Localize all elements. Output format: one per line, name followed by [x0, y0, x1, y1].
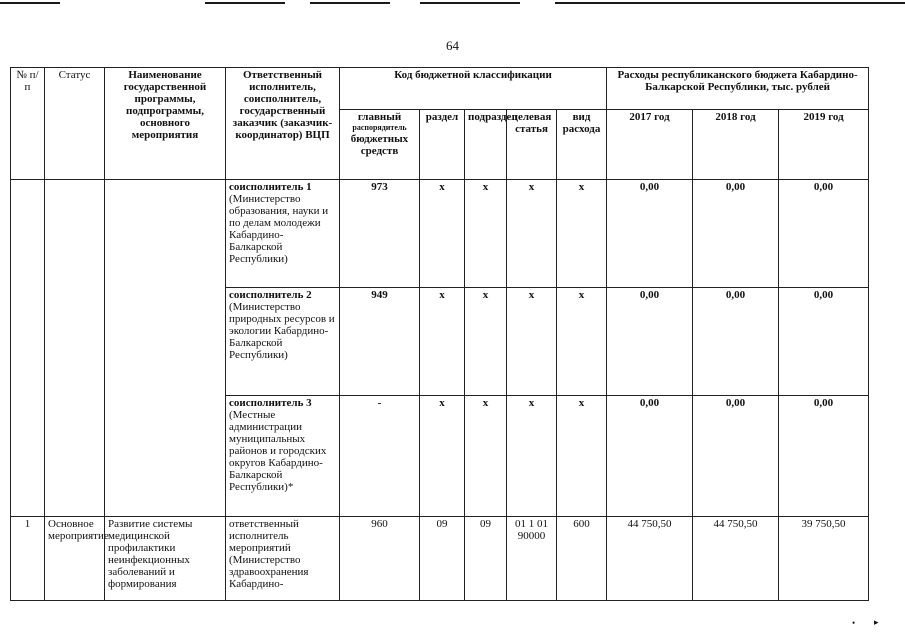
expense-2018-cell: 44 750,50	[693, 517, 779, 601]
kbk-section-cell: х	[420, 396, 465, 517]
header-kbk-type: вид расхода	[557, 110, 607, 180]
scan-arrow-mark: ▸	[874, 617, 879, 627]
responsible-text: (Министерство природных ресурсов и экологии Кабардино-Балкарской Республики)	[229, 301, 335, 361]
header-kbk-section: раздел	[420, 110, 465, 180]
expense-2017-cell: 0,00	[607, 288, 693, 396]
header-num: № п/п	[11, 68, 45, 180]
num-cell-empty	[11, 180, 45, 517]
kbk-main-cell: 949	[340, 288, 420, 396]
budget-table	[10, 67, 869, 601]
kbk-section-cell: х	[420, 180, 465, 288]
top-rule	[205, 2, 285, 4]
kbk-section-cell: 09	[420, 517, 465, 601]
kbk-target-cell: х	[507, 288, 557, 396]
page-number: 64	[446, 38, 459, 53]
kbk-type-cell: х	[557, 396, 607, 517]
responsible-cell	[226, 396, 340, 517]
name-cell: Развитие системы медицинской профилактики неинфекционных заболеваний и формирования	[105, 517, 226, 601]
expense-2017-cell: 0,00	[607, 180, 693, 288]
header-responsible: Ответственный исполнитель, соисполнитель, государственный заказчик (заказчик-координатор) ВЦП	[226, 68, 340, 180]
header-year-2019: 2019 год	[779, 110, 869, 180]
header-kbk-subsection: подраздел	[465, 110, 507, 180]
kbk-main-cell: -	[340, 396, 420, 517]
responsible-text: (Министерство образования, науки и по делам молодежи Кабардино-Балкарской Республики)	[229, 193, 329, 265]
expense-2017-cell: 44 750,50	[607, 517, 693, 601]
kbk-target-cell: х	[507, 180, 557, 288]
kbk-subsection-cell: 09	[465, 517, 507, 601]
expense-2019-cell: 39 750,50	[779, 517, 869, 601]
num-cell: 1	[11, 517, 45, 601]
expense-2018-cell: 0,00	[693, 288, 779, 396]
expense-2019-cell: 0,00	[779, 180, 869, 288]
kbk-main-cell: 973	[340, 180, 420, 288]
header-status: Статус	[45, 68, 105, 180]
kbk-main-cell: 960	[340, 517, 420, 601]
kbk-type-cell: 600	[557, 517, 607, 601]
responsible-title: соисполнитель 3	[229, 397, 312, 409]
header-kbk-main	[340, 110, 420, 180]
kbk-target-cell: 01 1 01 90000	[507, 517, 557, 601]
header-name: Наименование государственной программы, подпрограммы, основного мероприятия	[105, 68, 226, 180]
kbk-type-cell: х	[557, 288, 607, 396]
expense-2017-cell: 0,00	[607, 396, 693, 517]
header-year-2017: 2017 год	[607, 110, 693, 180]
responsible-cell	[226, 180, 340, 288]
responsible-text: (Местные администрации муниципальных районов и городских округов Кабардино-Балкарской Республики)*	[229, 409, 327, 493]
kbk-subsection-cell: х	[465, 180, 507, 288]
expense-2019-cell: 0,00	[779, 396, 869, 517]
responsible-title: соисполнитель 1	[229, 181, 312, 193]
status-cell: Основное мероприятие	[45, 517, 105, 601]
responsible-cell	[226, 288, 340, 396]
table-row	[11, 180, 869, 288]
top-rule	[0, 2, 60, 4]
header-kbk-target: целевая статья	[507, 110, 557, 180]
responsible-title: соисполнитель 2	[229, 289, 312, 301]
header-kbk-main-rest: бюджетных средств	[350, 133, 409, 157]
header-expenses-group: Расходы республиканского бюджета Кабардино-Балкарской Республики, тыс. рублей	[607, 68, 869, 110]
header-kbk-main-small: распорядитель	[352, 123, 407, 132]
header-row	[11, 68, 869, 110]
top-rule	[310, 2, 390, 4]
top-rule	[555, 2, 905, 4]
kbk-type-cell: х	[557, 180, 607, 288]
top-rule	[420, 2, 520, 4]
kbk-section-cell: х	[420, 288, 465, 396]
name-cell-empty	[105, 180, 226, 517]
expense-2018-cell: 0,00	[693, 396, 779, 517]
header-kbk-main-top: главный	[357, 111, 402, 123]
header-year-2018: 2018 год	[693, 110, 779, 180]
expense-2019-cell: 0,00	[779, 288, 869, 396]
responsible-cell: ответственный исполнитель мероприятий (Министерство здравоохранения Кабардино-	[226, 517, 340, 601]
header-kbk-group: Код бюджетной классификации	[340, 68, 607, 110]
kbk-subsection-cell: х	[465, 396, 507, 517]
kbk-target-cell: х	[507, 396, 557, 517]
kbk-subsection-cell: х	[465, 288, 507, 396]
status-cell-empty	[45, 180, 105, 517]
table-row	[11, 517, 869, 601]
expense-2018-cell: 0,00	[693, 180, 779, 288]
scan-dot-mark: •	[852, 618, 856, 628]
